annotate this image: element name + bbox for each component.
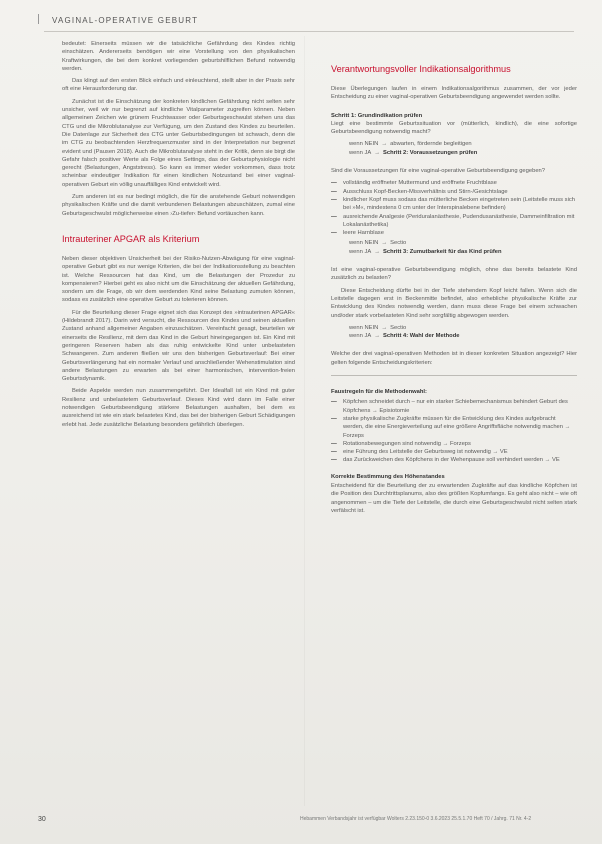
paragraph: Für die Beurteilung dieser Frage eignet sich das Konzept des »intrauterinen APGAR« (Hildebrandt 2017). Darin wird versucht, die Ressourcen des Kindes und seinen aktuellen Zustand anhand allgemeiner Angaben einzuschätzen. Vereinfacht gesagt, beurteilen wir einerseits die Resilienz, mit dem das Kind in die Geburt hineingegangen ist. Ein Kind mit geringeren Reserven haben als das ruhig entwickelte Kind unter unbelasteten Schwangeren. Zum anderen fließen wir uns den bisherigen Geburtsverlauf: Bei einer Geburtsverlängerung hat ein normaler Verlauf und anschließender Wehenstimulation sind andere Belastungen zu erwarten als bei einer harmonischen, intervention-freien Geburtsdynamik. (62, 309, 295, 383)
paragraph: Zum anderen ist es nur bedingt möglich, die für die anstehende Geburt notwendigen physikalischen Kräfte und die damit verbundenen Belastungen abzuschätzen, zumal eine Geburtsgeschwulst möglicherweise einen ›Zu-tiefer‹ Befund vortäuschen kann. (62, 194, 295, 217)
paragraph: bedeutet: Einerseits müssen wir die tatsächliche Gefährdung des Kindes richtig einschätzen. Andererseits benötigen wir eine Vorstellung von den physikalischen Kraftwirkungen, die bei dem konkret vorliegenden geburtshilflichen Befund notwendig werden. (62, 41, 295, 72)
step-title: Schritt 1: Grundindikation prüfen (331, 112, 423, 119)
condition-result: Schritt 2: Voraussetzungen prüfen (383, 149, 478, 156)
condition-no (349, 239, 577, 247)
paragraph: Entscheidend für die Beurteilung der zu erwartenden Zugkräfte auf das kindliche Köpfchen ist die Position des Durchtrittsplanums, also des größten Kopfumfangs. Es geht also nicht – wie oft angenommen – um die Tiefe der Leitstelle, die durch eine Geburtsgeschwulst nicht selten stark verfälscht ist. (331, 482, 577, 514)
left-column (62, 40, 295, 433)
condition-label: wenn JA (349, 149, 372, 156)
condition-yes (349, 332, 577, 340)
section-heading: Intrauteriner APGAR als Kriterium (62, 233, 200, 244)
list-item: — vollständig eröffneter Muttermund und eröffnete Fruchtblase (331, 179, 577, 187)
box-title: Korrekte Bestimmung des Höhenstandes (331, 473, 445, 480)
binding-shadow (304, 36, 305, 806)
requirements-list (331, 179, 577, 237)
list-item: — das Zurückweichen des Köpfchens in der Wehenpause soll verhindert werden → VE (331, 456, 577, 464)
arrow-right-icon: → (374, 248, 381, 255)
condition-result: Schritt 4: Wahl der Methode (383, 333, 460, 340)
paragraph: Neben dieser objektiven Unsicherheit bei der Risiko-Nutzen-Abwägung für eine vaginal-operative Geburt gibt es nur wenige Kriterien, die bei der Indikationsstellung zu beachten ist. Welche Ressourcen hat das Kind, um die Belastungen der Prozedur zu kompensieren? Hierbei geht es also nicht um die Einschätzung der aktuellen Gefährdung, sondern um die Frage, ob wir dem werdenden Kind seine Belastung zumuten können, sodass es zusätzlich eine operative Geburt zu tolerieren können. (62, 255, 295, 304)
condition-result: Schritt 3: Zumutbarkeit für das Kind prüfen (383, 248, 502, 255)
list-item: — leere Harnblase (331, 229, 577, 237)
list-item: — Ausschluss Kopf-Becken-Missverhältnis und Stirn-/Gesichtslage (331, 188, 577, 196)
condition-yes (349, 149, 577, 157)
paragraph: Das klingt auf den ersten Blick einfach und einleuchtend, stellt aber in der Praxis sehr oft eine Herausforderung dar. (62, 78, 295, 93)
condition-result: Sectio (390, 324, 407, 331)
paragraph: Zunächst ist die Einschätzung der konkreten kindlichen Gefährdung nicht selten sehr unsicher, weil wir nur begrenzt auf kindliche Vitalparameter zugreifen können. Neben allgemeinen Zeichen wie grünem Fruchtwasser oder Geburtsgeschwulst stehen uns das CTG und die Mikroblutanalyse zur Verfügung, um den Zustand des Kindes zu beurteilen. Die Datenlage zur Sicherheit des CTG unter Geburtsbedingungen ist schwach, denn die im CTG zu beobachtenden Herzfrequenzmuster sind in der Interpretation nur begrenzt evident und (Pausen 2018). Auch die Mikroblutanalyse steht in der Kritik, denn sie birgt die Gefahr falsch positiver Werte als Folge eines Settings, das der Geburtsphysiologie nicht gerecht (Belastungen, Angststress). So kann es immer wieder vorkommen, dass trotz scheinbar eindeutiger Indikation für einen kindlichen Notzustand bei einer vaginal-operativen Geburt ein völlig unauffälliges Kind entwickelt wird. (62, 98, 295, 188)
arrow-right-icon: → (374, 333, 381, 340)
footer-citation: Hebammen Verbandsjahr ist verfügbar Wolters 2.23.150-0 3.6.2023 25.5.1.70 Heft 70 / Jahrg. 71 Nr. 4-2 (300, 816, 532, 822)
list-item: — eine Führung des Leitstelle der Geburtsweg ist notwendig → VE (331, 448, 577, 456)
list-item: — Köpfchen schneidet durch – nur ein starker Schiebemechanismus behindert Geburt des Köpfchens → Episiotomie (331, 398, 577, 415)
arrow-right-icon: → (381, 240, 388, 247)
condition-yes (349, 248, 577, 256)
condition-label: wenn NEIN (349, 141, 379, 148)
list-item: — Rotationsbewegungen sind notwendig → Forzeps (331, 440, 577, 448)
condition-label: wenn JA (349, 248, 372, 255)
header-rule (44, 31, 574, 32)
right-column (331, 40, 577, 519)
condition-label: wenn NEIN (349, 240, 379, 247)
box-title: Faustregeln für die Methodenwahl: (331, 389, 427, 396)
paragraph: Beide Aspekte werden nun zusammengeführt. Der Idealfall ist ein Kind mit guter Resilienz und unbelastetem Geburtsverlauf. Dieses Kind wird dann im Falle einer notwendigen Geburtsbeendigung stärkere Belastungen aushalten, bei dem es ausreichend ist wie ein stark belastetes Kind, das bei der bisherigen Geburt Schädigungen erlebt hat. Jede zusätzliche Belastung besonders gefährlich überlegen. (62, 388, 295, 428)
condition-result: abwarten, fördernde begleitigen (390, 141, 472, 148)
list-item: — starke physikalische Zugkräfte müssen für die Entwicklung des Kindes aufgebracht werden, die eine Energieverteilung auf eine größere Angriffsfläche notwendig machen → Forzeps (331, 415, 577, 440)
condition-no (349, 140, 577, 148)
page-number: 30 (38, 816, 46, 823)
arrow-right-icon: → (381, 324, 388, 331)
arrow-right-icon: → (374, 149, 381, 156)
header-mark (38, 14, 46, 24)
condition-label: wenn NEIN (349, 324, 379, 331)
running-header: VAGINAL-OPERATIVE GEBURT (52, 16, 199, 25)
section-heading: Verantwortungsvoller Indikationsalgorithmus (331, 64, 511, 74)
list-item: — kindlicher Kopf muss sodass das mütterliche Becken eingetreten sein (Leitstelle muss sich bei »M«, mindestens 0 cm unter der Interspinalebene befinden) (331, 196, 577, 213)
condition-label: wenn JA (349, 333, 372, 340)
paragraph: Diese Entscheidung dürfte bei in der Tiefe stehendem Kopf leicht fallen. Wenn sich die Leitstelle dagegen erst in Beckenmitte befindet, also erhebliche physikalische Kräfte zur Entwicklung des Kindes notwendig werden, dann muss diese Frage bei einem schwachen und/oder stark vorbelasteten Kind sehr sorgfältig abgewogen werden. (331, 287, 577, 319)
paragraph: Diese Überlegungen laufen in einem Indikationsalgorithmus zusammen, der vor jeder Entscheidung zu einer vaginal-operativen Geburtsbeendigung angewendet werden sollte. (331, 86, 577, 101)
arrow-right-icon: → (381, 141, 388, 148)
rules-list (331, 398, 577, 464)
paragraph: Ist eine vaginal-operative Geburtsbeendigung möglich, ohne das bereits belastete Kind zusätzlich zu belasten? (331, 267, 577, 282)
list-item: — ausreichende Analgesie (Periduralanästhesie, Pudendusanästhesie, Dammeinfiltration mit Lokalanästhetika) (331, 213, 577, 230)
box-rule (331, 375, 577, 376)
condition-no (349, 324, 577, 332)
condition-result: Sectio (390, 240, 407, 247)
paragraph: Liegt eine bestimmte Geburtssituation vor (mütterlich, kindlich), die eine sofortige Geburtsbeendigung notwendig macht? (331, 120, 577, 136)
paragraph: Welche der drei vaginal-operativen Methoden ist in dieser konkreten Situation angezeigt? Hier gelten folgende Entscheidungskriterien: (331, 351, 577, 366)
paragraph: Sind die Voraussetzungen für eine vaginal-operative Geburtsbeendigung gegeben? (331, 168, 545, 175)
